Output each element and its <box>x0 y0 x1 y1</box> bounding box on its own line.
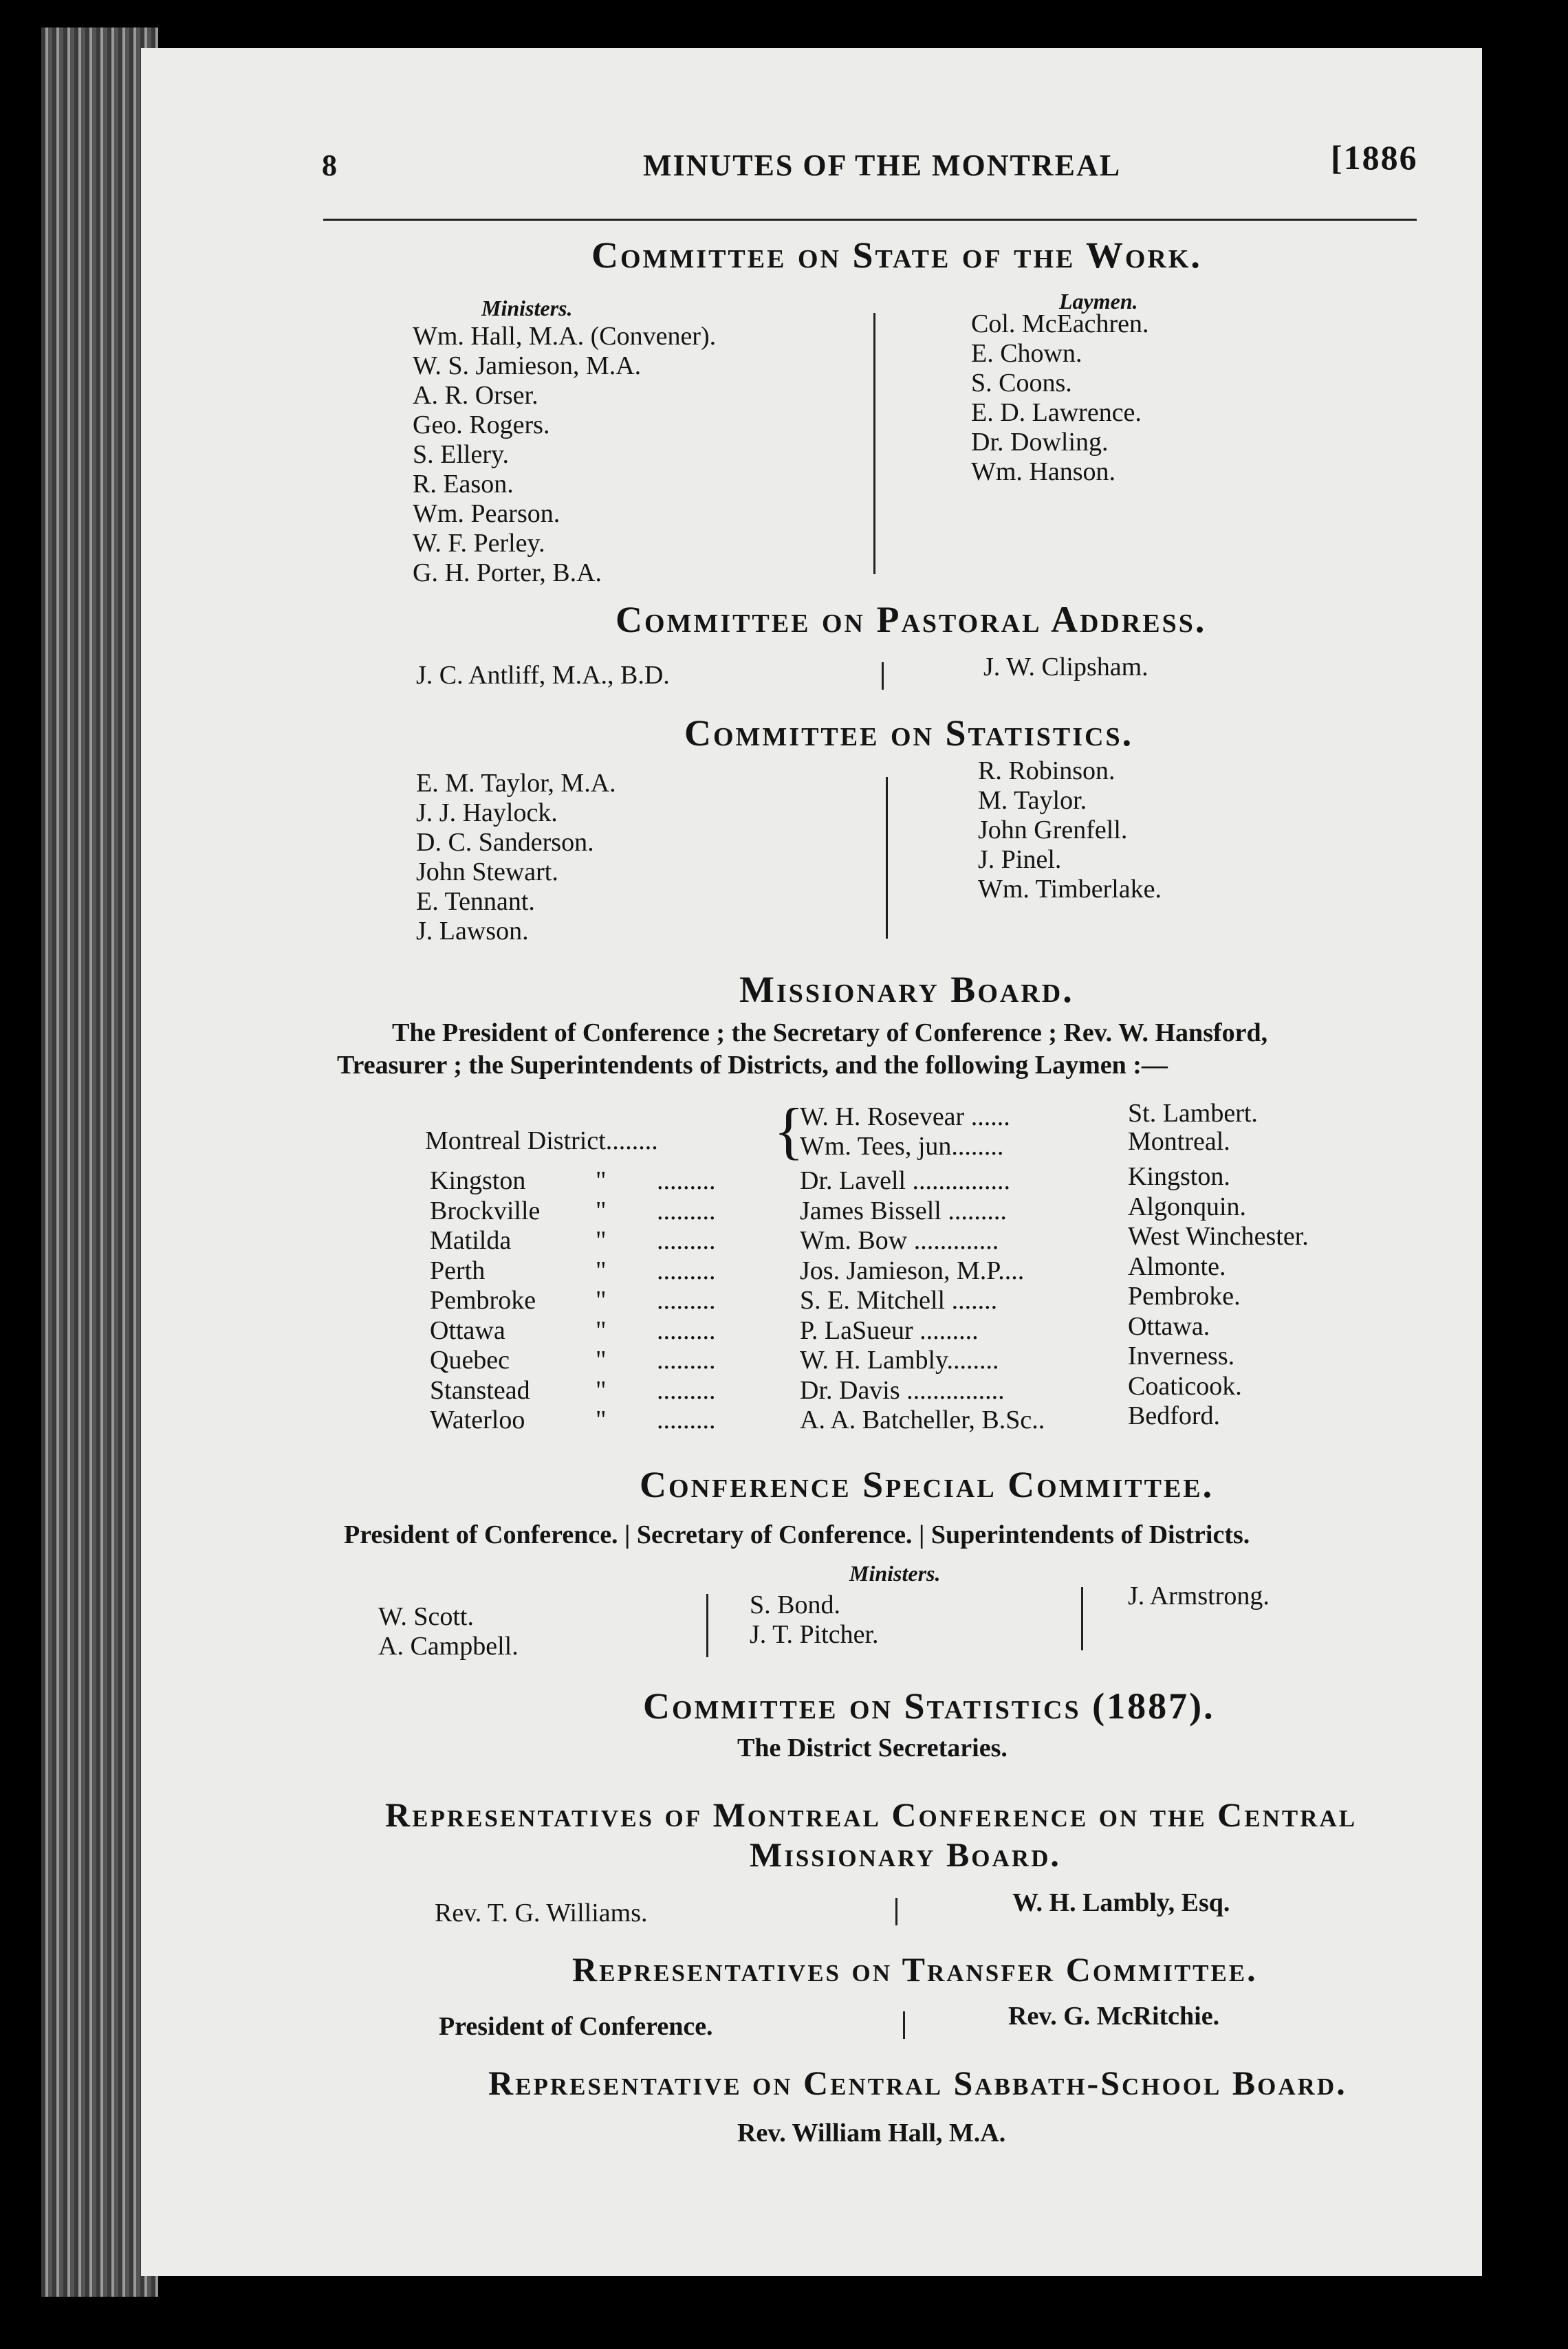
statistics-title: Committee on Statistics. <box>684 712 1134 754</box>
missionary-place: Bedford. <box>1128 1401 1221 1430</box>
leader-dots: ......... <box>657 1406 716 1434</box>
list-item: E. Chown. <box>971 339 1082 368</box>
ditto-mark: " <box>596 1406 607 1434</box>
running-title: MINUTES OF THE MONTREAL <box>643 149 1122 182</box>
list-item: J. Pinel. <box>978 845 1062 874</box>
sabbath-school-title: Representative on Central Sabbath-School Board. <box>488 2064 1347 2102</box>
missionary-district: Waterloo <box>430 1406 525 1434</box>
missionary-layman: Jos. Jamieson, M.P.... <box>800 1256 1025 1285</box>
missionary-place: Inverness. <box>1128 1342 1235 1370</box>
missionary-place: West Winchester. <box>1128 1222 1309 1251</box>
page <box>141 48 1482 2276</box>
montreal-district-label: Montreal District........ <box>425 1126 658 1155</box>
missionary-place: Almonte. <box>1128 1252 1226 1281</box>
list-item: Geo. Rogers. <box>413 411 550 439</box>
missionary-district: Kingston <box>430 1166 526 1195</box>
list-item: A. Campbell. <box>378 1632 519 1661</box>
list-item: E. M. Taylor, M.A. <box>416 769 616 798</box>
ditto-mark: " <box>596 1196 607 1225</box>
list-item: W. F. Perley. <box>413 529 545 558</box>
column-divider <box>706 1594 708 1657</box>
ditto-mark: " <box>596 1166 607 1195</box>
state-of-work-ministers <box>413 322 716 588</box>
column-divider <box>873 313 875 574</box>
list-item: Dr. Dowling. <box>971 428 1109 457</box>
brace: { <box>774 1095 805 1166</box>
special-col-2 <box>750 1591 879 1650</box>
central-missionary-left: Rev. T. G. Williams. <box>435 1899 648 1927</box>
list-item: S. Bond. <box>750 1591 840 1619</box>
transfer-title: Representatives on Transfer Committee. <box>572 1950 1258 1989</box>
missionary-board-title: Missionary Board. <box>739 969 1074 1010</box>
missionary-place: Ottawa. <box>1128 1311 1210 1341</box>
pastoral-address-right: J. W. Clipsham. <box>983 653 1148 681</box>
statistics-left <box>416 769 616 946</box>
leader-dots: ......... <box>657 1375 716 1405</box>
ditto-mark: " <box>596 1375 607 1405</box>
missionary-layman: Wm. Bow ............. <box>800 1226 999 1255</box>
special-ministers-label: Ministers. <box>849 1561 941 1586</box>
list-item: E. Tennant. <box>416 887 535 916</box>
ministers-label: Ministers. <box>481 296 573 320</box>
missionary-district: Pembroke <box>430 1286 536 1315</box>
leader-dots: ......... <box>657 1256 716 1285</box>
state-of-work-laymen <box>971 309 1149 487</box>
list-item: Wm. Pearson. <box>413 499 560 528</box>
special-col-3 <box>1128 1582 1270 1611</box>
list-item: M. Taylor. <box>978 786 1087 815</box>
missionary-place: Kingston. <box>1128 1162 1230 1191</box>
list-item: J. T. Pitcher. <box>750 1620 879 1649</box>
leader-dots: ......... <box>657 1196 716 1225</box>
list-item: J. Armstrong. <box>1128 1582 1270 1610</box>
list-item: Col. McEachren. <box>971 309 1149 338</box>
list-item: G. H. Porter, B.A. <box>413 558 602 587</box>
missionary-layman: P. LaSueur ......... <box>800 1315 979 1345</box>
list-item: E. D. Lawrence. <box>971 398 1142 427</box>
list-item: W. Scott. <box>378 1602 474 1631</box>
special-committee-title: Conference Special Committee. <box>640 1464 1215 1505</box>
list-item: S. Ellery. <box>413 440 510 469</box>
list-item: R. Eason. <box>413 470 514 499</box>
montreal-layman-2: Wm. Tees, jun........ <box>800 1132 1004 1161</box>
pastoral-address-title: Committee on Pastoral Address. <box>616 599 1207 640</box>
ditto-mark: " <box>596 1286 607 1315</box>
list-item: R. Robinson. <box>978 756 1115 785</box>
missionary-layman: James Bissell ......... <box>800 1196 1007 1225</box>
statistics-right <box>978 756 1162 904</box>
column-divider <box>882 662 884 690</box>
statistics-1887-text: The District Secretaries. <box>737 1734 1008 1762</box>
ditto-mark: " <box>596 1346 607 1375</box>
list-item: Wm. Hanson. <box>971 457 1116 486</box>
scan-border <box>1485 0 1568 2349</box>
transfer-right: Rev. G. McRitchie. <box>1008 2002 1220 2031</box>
statistics-1887-title: Committee on Statistics (1887). <box>643 1685 1215 1727</box>
list-item: John Grenfell. <box>978 816 1128 844</box>
montreal-layman-1: W. H. Rosevear ...... <box>800 1102 1010 1131</box>
list-item: D. C. Sanderson. <box>416 828 594 857</box>
missionary-district: Matilda <box>430 1226 512 1255</box>
central-missionary-title-1: Representatives of Montreal Conference on the Central <box>385 1795 1358 1834</box>
missionary-place: Algonquin. <box>1128 1192 1247 1221</box>
list-item: A. R. Orser. <box>413 381 538 410</box>
missionary-district: Perth <box>430 1256 486 1285</box>
missionary-layman: W. H. Lambly........ <box>800 1346 999 1375</box>
list-item: S. Coons. <box>971 369 1072 397</box>
sabbath-school-text: Rev. William Hall, M.A. <box>737 2119 1006 2148</box>
column-divider <box>886 777 888 939</box>
special-committee-line: President of Conference. | Secretary of Conference. | Superintendents of Districts. <box>344 1520 1250 1549</box>
list-item: J. J. Haylock. <box>416 798 558 827</box>
pastoral-address-left: J. C. Antliff, M.A., B.D. <box>416 661 670 690</box>
column-divider <box>903 2011 905 2039</box>
missionary-district: Brockville <box>430 1196 541 1225</box>
missionary-district: Stanstead <box>430 1375 530 1405</box>
leader-dots: ......... <box>657 1286 716 1315</box>
missionary-place: Coaticook. <box>1128 1371 1242 1401</box>
missionary-place: Pembroke. <box>1128 1282 1241 1311</box>
leader-dots: ......... <box>657 1226 716 1255</box>
ditto-mark: " <box>596 1315 607 1345</box>
missionary-layman: S. E. Mitchell ....... <box>800 1286 998 1315</box>
missionary-layman: Dr. Davis ............... <box>800 1375 1005 1405</box>
montreal-place-2: Montreal. <box>1128 1127 1230 1156</box>
laymen-label: Laymen. <box>1059 289 1138 314</box>
list-item: J. Lawson. <box>416 917 529 946</box>
header-rule <box>323 219 1417 221</box>
leader-dots: ......... <box>657 1166 716 1195</box>
transfer-left: President of Conference. <box>439 2012 713 2041</box>
list-item: Wm. Hall, M.A. (Convener). <box>413 322 717 351</box>
central-missionary-right: W. H. Lambly, Esq. <box>1012 1888 1230 1917</box>
page-number: 8 <box>322 149 338 182</box>
column-divider <box>895 1898 897 1925</box>
list-item: W. S. Jamieson, M.A. <box>413 351 642 380</box>
missionary-district: Ottawa <box>430 1315 505 1345</box>
missionary-district: Quebec <box>430 1346 510 1375</box>
missionary-board-intro-2: Treasurer ; the Superintendents of Districts, and the following Laymen :— <box>337 1051 1168 1080</box>
ditto-mark: " <box>596 1256 607 1285</box>
missionary-board-intro-1: The President of Conference ; the Secretary of Conference ; Rev. W. Hansford, <box>392 1018 1268 1047</box>
leader-dots: ......... <box>657 1346 716 1375</box>
missionary-layman: Dr. Lavell ............... <box>800 1166 1011 1195</box>
list-item: Wm. Timberlake. <box>978 875 1162 904</box>
montreal-place-1: St. Lambert. <box>1128 1099 1258 1128</box>
missionary-layman: A. A. Batcheller, B.Sc.. <box>800 1406 1045 1434</box>
running-year: [1886 <box>1331 138 1418 177</box>
state-of-work-title: Committee on State of the Work. <box>591 234 1202 276</box>
ditto-mark: " <box>596 1226 607 1255</box>
list-item: John Stewart. <box>416 857 558 886</box>
leader-dots: ......... <box>657 1315 716 1345</box>
special-col-1 <box>378 1602 519 1661</box>
central-missionary-title-2: Missionary Board. <box>750 1835 1061 1874</box>
column-divider <box>1081 1587 1083 1650</box>
